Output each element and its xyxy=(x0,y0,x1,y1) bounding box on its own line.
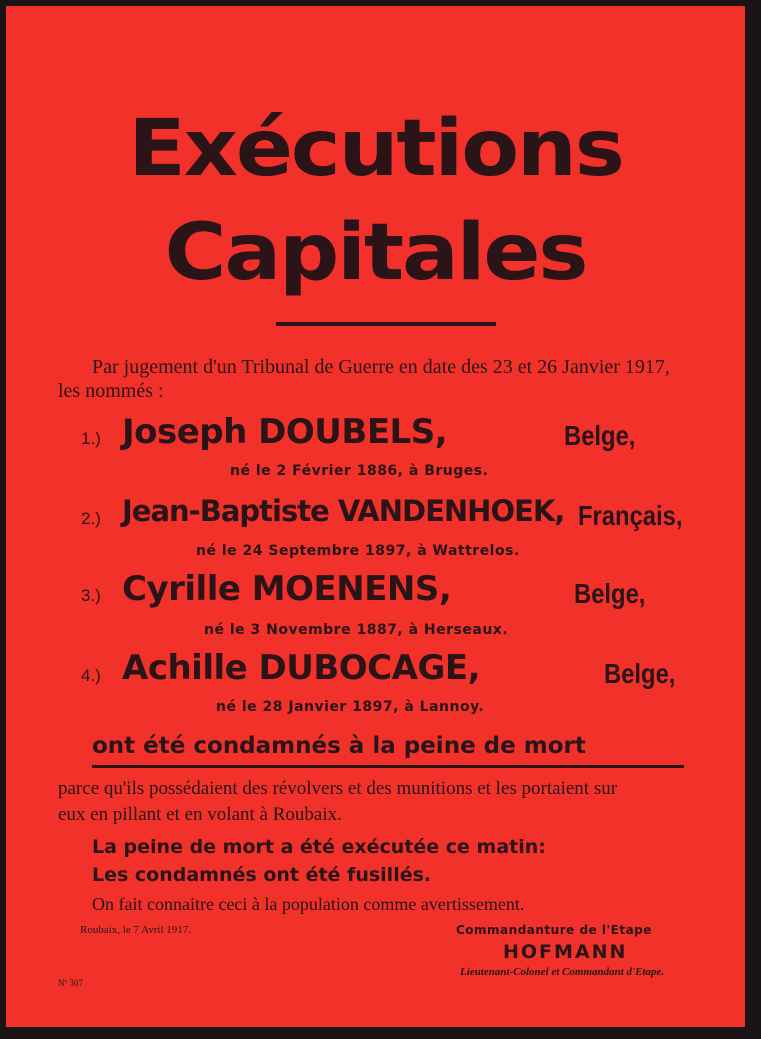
condemned-1-name: Joseph DOUBELS, xyxy=(122,412,448,452)
condemned-3-nationality: Belge, xyxy=(574,578,646,609)
condemned-2-nationality: Français, xyxy=(578,500,683,531)
commander-name: HOFMANN xyxy=(503,941,628,963)
intro-line-2: les nommés : xyxy=(58,380,164,402)
title-line-2: Capitales xyxy=(164,208,587,298)
condemned-4-name: Achille DUBOCAGE, xyxy=(122,648,480,688)
condemned-3-name: Cyrille MOENENS, xyxy=(122,569,452,609)
condemned-2-number: 2.) xyxy=(81,509,101,528)
condemned-4-birth: né le 28 Janvier 1897, à Lannoy. xyxy=(216,699,485,715)
condemned-1-nationality: Belge, xyxy=(564,420,636,451)
condemned-2-birth: né le 24 Septembre 1897, à Wattrelos. xyxy=(196,543,520,559)
condemned-1-number: 1.) xyxy=(81,429,101,448)
right-border xyxy=(745,0,761,1039)
condemned-1-birth: né le 2 Février 1886, à Bruges. xyxy=(230,463,489,479)
intro-line-1: Par jugement d'un Tribunal de Guerre en date des 23 et 26 Janvier 1917, xyxy=(92,356,670,378)
execution-line-1: La peine de mort a été exécutée ce matin: xyxy=(92,836,546,858)
warning: On fait connaitre ceci à la population comme avertissement. xyxy=(92,894,525,914)
condemned-4-number: 4.) xyxy=(81,666,101,685)
verdict-underline xyxy=(92,765,684,768)
title-underline xyxy=(276,322,496,326)
verdict: ont été condamnés à la peine de mort xyxy=(92,733,586,759)
condemned-3-number: 3.) xyxy=(81,586,101,605)
condemned-4-nationality: Belge, xyxy=(604,658,676,689)
condemned-2-name: Jean-Baptiste VANDENHOEK, xyxy=(122,494,565,528)
command-unit: Commandanture de l'Etape xyxy=(456,923,652,937)
condemned-3-birth: né le 3 Novembre 1887, à Herseaux. xyxy=(204,622,509,638)
title-line-1: Exécutions xyxy=(128,104,623,194)
reason-line-2: eux en pillant et en volant à Roubaix. xyxy=(58,804,342,825)
poster xyxy=(6,6,745,1027)
place-date: Roubaix, le 7 Avril 1917. xyxy=(80,924,192,936)
commander-rank: Lieutenant-Colonel et Commandant d'Etape. xyxy=(460,966,665,978)
reason-line-1: parce qu'ils possédaient des révolvers et des munitions et les portaient sur xyxy=(58,778,618,799)
execution-line-2: Les condamnés ont été fusillés. xyxy=(92,864,432,886)
reference-number: Nº 307 xyxy=(58,978,84,988)
bottom-border xyxy=(0,1027,761,1039)
